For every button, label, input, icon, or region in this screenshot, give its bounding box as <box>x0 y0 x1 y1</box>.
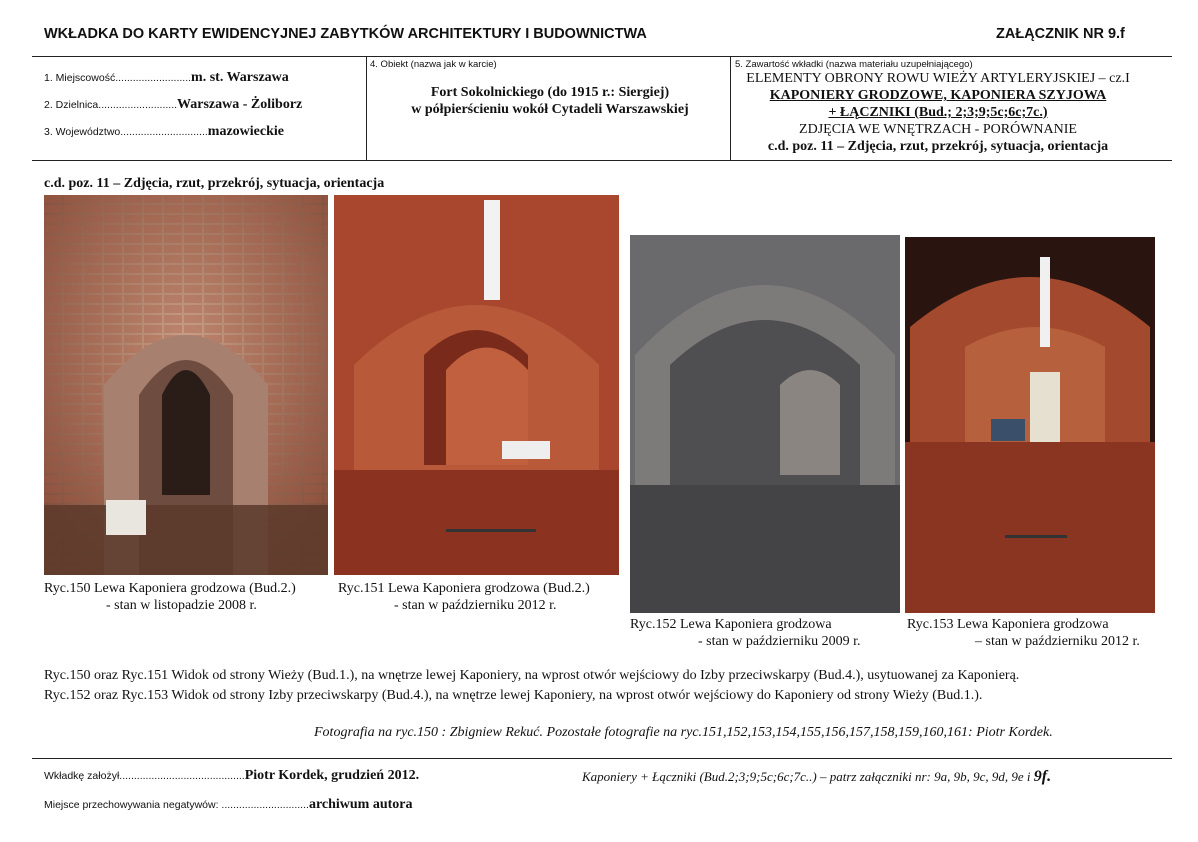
photo-ryc-152 <box>630 235 900 613</box>
field-district: 2. Dzielnica...........................Warszawa - Żoliborz <box>44 97 303 112</box>
header-bottom-rule <box>32 160 1172 161</box>
footer-reference: Kaponiery + Łączniki (Bud.2;3;9;5c;6c;7c..) – patrz załączniki nr: 9a, 9b, 9c, 9d, 9e i 9f. <box>582 768 1052 785</box>
caption-ryc-153: Ryc.153 Lewa Kaponiera grodzowa – stan w październiku 2012 r. <box>907 617 1140 649</box>
field-locality: 1. Miejscowość..........................m. st. Warszawa <box>44 70 289 85</box>
footer-storage: Miejsce przechowywania negatywów: ..............................archiwum autora <box>44 797 413 812</box>
footer-rule <box>32 758 1172 759</box>
caption-ryc-150: Ryc.150 Lewa Kaponiera grodzowa (Bud.2.) - stan w listopadzie 2008 r. <box>44 581 296 613</box>
column-divider-1 <box>366 57 367 160</box>
field-voivodeship: 3. Województwo..............................mazowieckie <box>44 124 284 139</box>
footer-author: Wkładkę założył...........................................Piotr Kordek, grudzień 2012. <box>44 768 420 783</box>
content-label: 5. Zawartość wkładki (nazwa materiału uzupełniającego) <box>735 59 973 70</box>
photo-ryc-151 <box>334 195 619 575</box>
caption-ryc-152: Ryc.152 Lewa Kaponiera grodzowa - stan w październiku 2009 r. <box>630 617 861 649</box>
column-divider-2 <box>730 57 731 160</box>
photo-credits: Fotografia na ryc.150 : Zbigniew Rekuć. Pozostałe fotografie na ryc.151,152,153,154,155,156,157,158,159,160,161: Piotr Kordek. <box>314 725 1053 740</box>
object-label: 4. Obiekt (nazwa jak w karcie) <box>370 59 497 70</box>
description-150-151: Ryc.150 oraz Ryc.151 Widok od strony Wieży (Bud.1.), na wnętrze lewej Kaponiery, na wprost otwór wejściowy do Izby przeciwskarpy (Bud.4.), usytuowanej za Kaponierą. <box>44 668 1020 683</box>
caption-ryc-151: Ryc.151 Lewa Kaponiera grodzowa (Bud.2.) - stan w październiku 2012 r. <box>338 581 590 613</box>
header-top-rule <box>32 56 1172 57</box>
description-152-153: Ryc.152 oraz Ryc.153 Widok od strony Izby przeciwskarpy (Bud.4.), na wnętrze lewej Kaponiery, na wprost otwór wejściowy do Kaponiery od strony Wieży (Bud.1.). <box>44 688 983 703</box>
photo-ryc-150 <box>44 195 328 575</box>
document-title: WKŁADKA DO KARTY EWIDENCYJNEJ ZABYTKÓW ARCHITEKTURY I BUDOWNICTWA <box>44 26 647 42</box>
photo-ryc-153 <box>905 237 1155 613</box>
section-heading: c.d. poz. 11 – Zdjęcia, rzut, przekrój, sytuacja, orientacja <box>44 176 385 191</box>
content-description: ELEMENTY OBRONY ROWU WIEŻY ARTYLERYJSKIEJ – cz.I KAPONIERY GRODZOWE, KAPONIERA SZYJOWA + ŁĄCZNIKI (Bud.; 2;3;9;5c;6c;7c.) ZDJĘCIA WE WNĘTRZACH - PORÓWNANIE c.d. poz. 11 – Zdjęcia, rzut, przekrój, sytuacja, orientacja <box>746 71 1130 154</box>
object-name: Fort Sokolnickiego (do 1915 r.: Siergiej) w półpierścieniu wokół Cytadeli Warszawskiej <box>411 85 689 117</box>
attachment-number: ZAŁĄCZNIK NR 9.f <box>996 26 1125 42</box>
